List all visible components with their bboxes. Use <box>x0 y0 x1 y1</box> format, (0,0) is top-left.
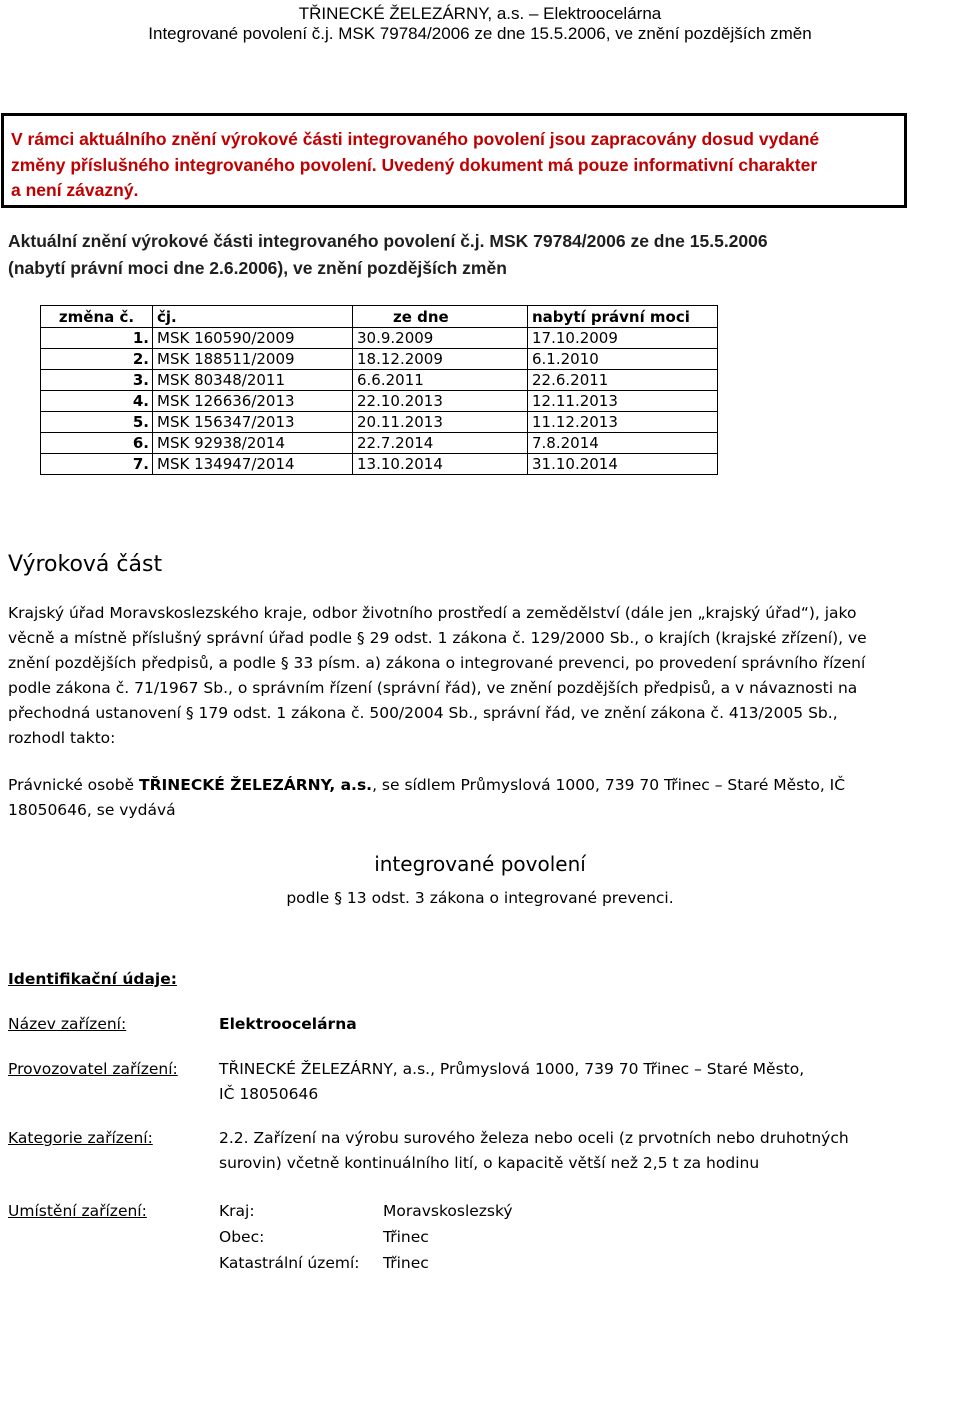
table-cell: MSK 126636/2013 <box>153 391 353 412</box>
paragraph-line <box>8 773 880 798</box>
table-cell: MSK 188511/2009 <box>153 349 353 370</box>
table-cell: 6.1.2010 <box>528 349 718 370</box>
table-header-row <box>41 306 718 328</box>
notice-line: změny příslušného integrovaného povolení. Uvedený dokument má pouze informativní charakter <box>11 155 818 175</box>
paragraph-line: rozhodl takto: <box>8 729 116 747</box>
table-cell: 4. <box>41 391 153 412</box>
notice-box <box>1 113 907 208</box>
operator-line: IČ 18050646 <box>219 1085 319 1103</box>
table-cell: 20.11.2013 <box>353 412 528 433</box>
paragraph-line: znění pozdějších předpisů, a podle § 33 písm. a) zákona o integrované prevenci, po provedení správního řízení <box>8 654 866 672</box>
table-row <box>41 412 718 433</box>
column-header: změna č. <box>41 306 153 328</box>
column-header: čj. <box>153 306 353 328</box>
table-cell: 17.10.2009 <box>528 328 718 349</box>
paragraph-line: věcně a místně příslušný správní úřad podle § 29 odst. 1 zákona č. 129/2000 Sb., o krajích (krajské zřízení), ve <box>8 629 867 647</box>
table-cell: 31.10.2014 <box>528 454 718 475</box>
document-header-permit: Integrované povolení č.j. MSK 79784/2006 ze dne 15.5.2006, ve znění pozdějších změn <box>148 24 812 43</box>
table-cell: MSK 134947/2014 <box>153 454 353 475</box>
changes-table <box>40 305 718 475</box>
paragraph-line: Krajský úřad Moravskoslezského kraje, odbor životního prostředí a zemědělství (dále jen „krajský úřad“), jako <box>8 604 857 622</box>
section-title: Výroková část <box>8 552 163 577</box>
text-suffix: , se sídlem Průmyslová 1000, 739 70 Třinec – Staré Město, IČ <box>372 776 846 794</box>
table-cell: 6. <box>41 433 153 454</box>
facility-name-label: Název zařízení: <box>8 1015 127 1033</box>
table-cell: 3. <box>41 370 153 391</box>
table-cell: 13.10.2014 <box>353 454 528 475</box>
location-label: Umístění zařízení: <box>8 1202 147 1220</box>
identification-title: Identifikační údaje: <box>8 970 177 988</box>
facility-name-value: Elektroocelárna <box>219 1015 357 1033</box>
notice-line: a není závazný. <box>11 180 139 200</box>
table-row <box>41 328 718 349</box>
category-line: 2.2. Zařízení na výrobu surového železa nebo oceli (z prvotních nebo druhotných <box>219 1129 849 1147</box>
table-cell: MSK 92938/2014 <box>153 433 353 454</box>
katastr-label: Katastrální území: <box>219 1254 360 1272</box>
text-prefix: Právnické osobě <box>8 776 140 794</box>
document-header-company: TŘINECKÉ ŽELEZÁRNY, a.s. – Elektroocelárna <box>298 4 662 23</box>
column-header: ze dne <box>353 306 528 328</box>
operator-line: TŘINECKÉ ŽELEZÁRNY, a.s., Průmyslová 1000, 739 70 Třinec – Staré Město, <box>219 1060 805 1078</box>
table-cell: 22.6.2011 <box>528 370 718 391</box>
table-cell: 7. <box>41 454 153 475</box>
permit-title: integrované povolení <box>374 852 586 876</box>
category-line: surovin) včetně kontinuálního lití, o kapacitě větší než 2,5 t za hodinu <box>219 1154 760 1172</box>
table-cell: 2. <box>41 349 153 370</box>
table-cell: 30.9.2009 <box>353 328 528 349</box>
table-cell: 22.7.2014 <box>353 433 528 454</box>
company-name: TŘINECKÉ ŽELEZÁRNY, a.s. <box>139 776 373 794</box>
notice-line: V rámci aktuálního znění výrokové části integrovaného povolení jsou zapracovány dosud vydané <box>11 129 820 149</box>
table-cell: 18.12.2009 <box>353 349 528 370</box>
table-cell: MSK 160590/2009 <box>153 328 353 349</box>
table-row <box>41 391 718 412</box>
table-cell: 22.10.2013 <box>353 391 528 412</box>
table-row <box>41 349 718 370</box>
recipient-paragraph <box>8 773 880 823</box>
decision-paragraph <box>8 601 880 751</box>
table-row <box>41 454 718 475</box>
category-label: Kategorie zařízení: <box>8 1129 153 1147</box>
table-cell: 12.11.2013 <box>528 391 718 412</box>
obec-label: Obec: <box>219 1228 265 1246</box>
table-cell: 5. <box>41 412 153 433</box>
operator-value <box>219 1057 804 1107</box>
table-cell: MSK 156347/2013 <box>153 412 353 433</box>
table-cell: 1. <box>41 328 153 349</box>
table-cell: 11.12.2013 <box>528 412 718 433</box>
table-row <box>41 433 718 454</box>
kraj-label: Kraj: <box>219 1202 255 1220</box>
table-row <box>41 370 718 391</box>
current-version-subtitle: (nabytí právní moci dne 2.6.2006), ve znění pozdějších změn <box>8 258 507 278</box>
kraj-value: Moravskoslezský <box>383 1202 513 1220</box>
column-header: nabytí právní moci <box>528 306 718 328</box>
category-value <box>219 1126 849 1176</box>
table-cell: 7.8.2014 <box>528 433 718 454</box>
permit-basis: podle § 13 odst. 3 zákona o integrované prevenci. <box>286 889 674 907</box>
current-version-title: Aktuální znění výrokové části integrovaného povolení č.j. MSK 79784/2006 ze dne 15.5.2006 <box>8 231 768 251</box>
obec-value: Třinec <box>383 1228 429 1246</box>
paragraph-line: podle zákona č. 71/1967 Sb., o správním řízení (správní řád), ve znění pozdějších předpisů, a v návaznosti na <box>8 679 858 697</box>
table-cell: 6.6.2011 <box>353 370 528 391</box>
paragraph-line: 18050646, se vydává <box>8 801 176 819</box>
operator-label: Provozovatel zařízení: <box>8 1060 178 1078</box>
table-cell: MSK 80348/2011 <box>153 370 353 391</box>
paragraph-line: přechodná ustanovení § 179 odst. 1 zákona č. 500/2004 Sb., správní řád, ve znění zákona č. 413/2005 Sb., <box>8 704 838 722</box>
katastr-value: Třinec <box>383 1254 429 1272</box>
